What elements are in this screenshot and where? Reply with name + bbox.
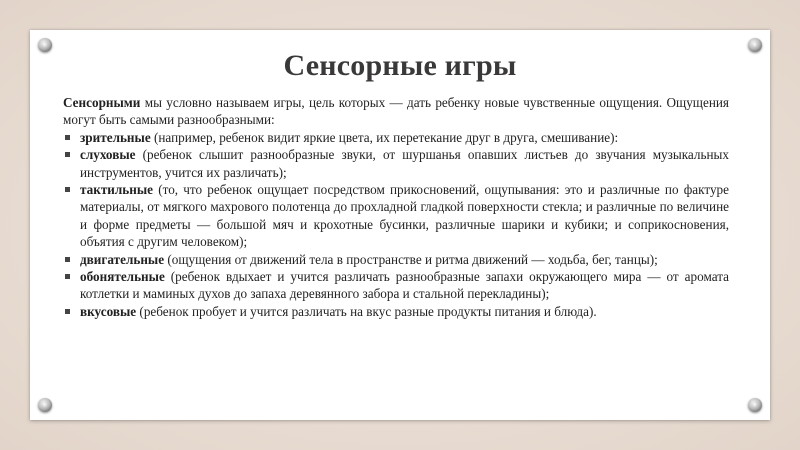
intro-paragraph [63, 94, 729, 129]
list-item-term: вкусовые [80, 303, 137, 319]
list-item-text: (например, ребенок видит яркие цвета, их перетекание друг в друга, смешивание): [150, 129, 619, 145]
slide-body [63, 94, 729, 320]
list-item [63, 268, 729, 303]
intro-lead-term: Сенсорными [63, 95, 141, 110]
list-item [63, 181, 729, 251]
list-item-text: (ребенок пробует и учится различать на вкус разные продукты питания и блюда). [136, 303, 597, 319]
list-item-term: обонятельные [80, 269, 165, 285]
list-item [63, 129, 729, 146]
pushpin-icon [38, 398, 52, 412]
list-item-text: (ощущения от движений тела в пространстве и ритма движений — ходьба, бег, танцы); [164, 251, 658, 267]
slide-title: Сенсорные игры [283, 49, 517, 82]
list-item-term: слуховые [80, 147, 136, 163]
list-item [63, 303, 729, 320]
list-item-text: (то, что ребенок ощущает посредством прикосновений, ощупывания: это и различные по фактуре материалы, от мягкого махрового полотенца до прохладной гладкой поверхности стекла; и различные по величине и форме предметы — большой мяч и крохотные бусинки, различные шарики и кубики; и соприкосновения, объятия с другим человеком); [80, 182, 729, 250]
list-item [63, 251, 729, 268]
list-item-text: (ребенок слышит разнообразные звуки, от шуршанья опавших листьев до звучания музыкальных инструментов, учится их различать); [80, 147, 729, 180]
list-item-text: (ребенок вдыхает и учится различать разнообразные запахи окружающего мира — от аромата котлетки и маминых духов до запаха деревянного забора и стальной перекладины); [80, 269, 729, 302]
list-item [63, 146, 729, 181]
list-item-term: зрительные [80, 129, 151, 145]
pushpin-icon [748, 398, 762, 412]
intro-text: мы условно называем игры, цель которых — дать ребенку новые чувственные ощущения. Ощущения могут быть самыми разнообразными: [63, 95, 729, 128]
list-item-term: двигательные [80, 251, 165, 267]
list-item-term: тактильные [80, 182, 154, 198]
sensation-list [63, 129, 729, 320]
